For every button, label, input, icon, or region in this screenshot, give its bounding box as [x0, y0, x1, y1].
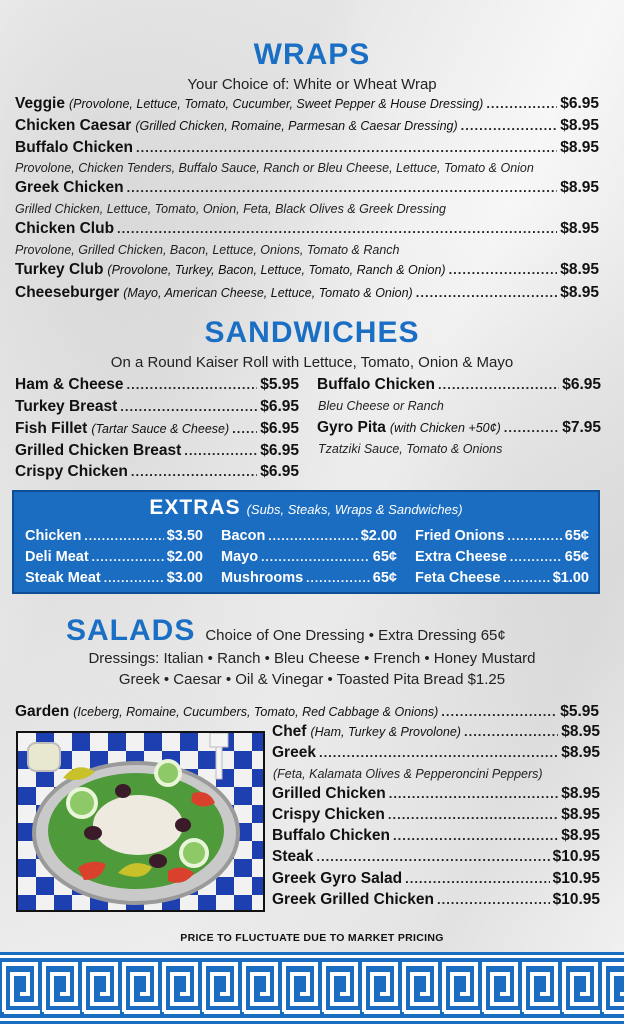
salad-note-greek: (Feta, Kalamata Olives & Pepperoncini Peppers)	[273, 767, 543, 781]
cucumber-slice	[156, 761, 180, 785]
kalamata-olive	[175, 818, 191, 832]
kalamata-olive	[115, 784, 131, 798]
wrap-note-greek-chicken: Grilled Chicken, Lettuce, Tomato, Onion, Feta, Black Olives & Greek Dressing	[15, 202, 446, 216]
salad-item-greek-gyro: Greek Gyro Salad ..... $10.95	[272, 870, 600, 891]
salad-item-buffalo-chicken: Buffalo Chicken ..... $8.95	[272, 827, 600, 848]
salad-item-steak: Steak ..... $10.95	[272, 848, 600, 869]
salad-item-crispy-chicken: Crispy Chicken ..... $8.95	[272, 806, 600, 827]
sandwiches-title: SANDWICHES	[204, 316, 420, 349]
sandwich-note-buffalo-chicken: Bleu Cheese or Ranch	[318, 399, 444, 413]
kalamata-olive	[149, 854, 167, 868]
wrap-item-cheeseburger: Cheeseburger (Mayo, American Cheese, Lettuce, Tomato & Onion) ..... $8.95	[15, 284, 599, 305]
greek-salad-photo	[16, 731, 265, 912]
greek-key-pattern	[0, 952, 624, 1024]
sandwich-item-grilled-chicken-breast: Grilled Chicken Breast ..... $6.95	[15, 442, 299, 463]
salads-title-note: Choice of One Dressing • Extra Dressing 65¢	[205, 627, 506, 644]
extras-title: EXTRAS	[149, 496, 241, 519]
extra-item-mushrooms: Mushrooms ..... 65¢	[221, 570, 397, 590]
wraps-subtitle: Your Choice of: White or Wheat Wrap	[187, 76, 437, 93]
cucumber-slice	[181, 840, 207, 866]
extra-item-feta-cheese: Feta Cheese ..... $1.00	[415, 570, 589, 590]
extras-box	[12, 490, 600, 594]
extra-item-extra-cheese: Extra Cheese ..... 65¢	[415, 549, 589, 569]
wrap-item-chicken-caesar: Chicken Caesar (Grilled Chicken, Romaine, Parmesan & Caesar Dressing) ..... $8.95	[15, 117, 599, 138]
extras-subtitle: (Subs, Steaks, Wraps & Sandwiches)	[246, 502, 463, 517]
fork-head	[210, 733, 228, 747]
salad-item-greek-grilled-chicken: Greek Grilled Chicken ..... $10.95	[272, 891, 600, 912]
wrap-note-buffalo-chicken: Provolone, Chicken Tenders, Buffalo Sauce, Ranch or Bleu Cheese, Lettuce, Tomato & Onion	[15, 161, 534, 175]
salads-dressings-line1: Dressings: Italian • Ranch • Bleu Cheese • French • Honey Mustard	[88, 650, 536, 667]
sandwich-item-buffalo-chicken: Buffalo Chicken ..... $6.95	[317, 376, 601, 397]
salad-item-chef: Chef (Ham, Turkey & Provolone) ..... $8.95	[272, 723, 600, 744]
sandwich-item-ham-cheese: Ham & Cheese ..... $5.95	[15, 376, 299, 397]
wrap-item-turkey-club: Turkey Club (Provolone, Turkey, Bacon, Lettuce, Tomato, Ranch & Onion) ..... $8.95	[15, 261, 599, 282]
extra-item-steak-meat: Steak Meat ..... $3.00	[25, 570, 203, 590]
feta-cheese	[93, 795, 183, 855]
salads-title: SALADS	[66, 614, 196, 647]
kalamata-olive	[84, 826, 102, 840]
salads-dressings-line2: Greek • Caesar • Oil & Vinegar • Toasted Pita Bread $1.25	[118, 671, 506, 688]
extras-header	[14, 496, 598, 520]
sandwich-item-crispy-chicken: Crispy Chicken ..... $6.95	[15, 463, 299, 484]
extra-item-mayo: Mayo ..... 65¢	[221, 549, 397, 569]
wrap-item-veggie: Veggie (Provolone, Lettuce, Tomato, Cucumber, Sweet Pepper & House Dressing) ..... $6.95	[15, 95, 599, 116]
wraps-title: WRAPS	[253, 38, 371, 71]
salads-header	[66, 614, 506, 648]
wrap-note-chicken-club: Provolone, Grilled Chicken, Bacon, Lettuce, Onions, Tomato & Ranch	[15, 243, 400, 257]
salad-item-greek: Greek ..... $8.95	[272, 744, 600, 765]
salad-illustration	[18, 733, 263, 910]
sandwich-note-gyro-pita: Tzatziki Sauce, Tomato & Onions	[318, 442, 503, 456]
sandwich-item-turkey-breast: Turkey Breast ..... $6.95	[15, 398, 299, 419]
sandwich-item-fish-fillet: Fish Fillet (Tartar Sauce & Cheese) ..... $6.95	[15, 420, 299, 441]
wrap-item-greek-chicken: Greek Chicken ..... $8.95	[15, 179, 599, 200]
salad-item-garden: Garden (Iceberg, Romaine, Cucumbers, Tomato, Red Cabbage & Onions) ..... $5.95	[15, 703, 599, 724]
extra-item-fried-onions: Fried Onions ..... 65¢	[415, 528, 589, 548]
wrap-item-buffalo-chicken: Buffalo Chicken ..... $8.95	[15, 139, 599, 160]
sandwiches-subtitle: On a Round Kaiser Roll with Lettuce, Tomato, Onion & Mayo	[110, 354, 514, 371]
wrap-item-chicken-club: Chicken Club ..... $8.95	[15, 220, 599, 241]
extra-item-deli-meat: Deli Meat ..... $2.00	[25, 549, 203, 569]
dressing-cup	[28, 743, 60, 771]
extra-item-bacon: Bacon ..... $2.00	[221, 528, 397, 548]
cucumber-slice	[68, 789, 96, 817]
market-pricing-note: PRICE TO FLUCTUATE DUE TO MARKET PRICING	[180, 932, 444, 944]
extra-item-chicken: Chicken ..... $3.50	[25, 528, 203, 548]
salad-item-grilled-chicken: Grilled Chicken ..... $8.95	[272, 785, 600, 806]
sandwich-item-gyro-pita: Gyro Pita (with Chicken +50¢) ..... $7.95	[317, 419, 601, 440]
greek-key-border	[0, 952, 624, 1024]
